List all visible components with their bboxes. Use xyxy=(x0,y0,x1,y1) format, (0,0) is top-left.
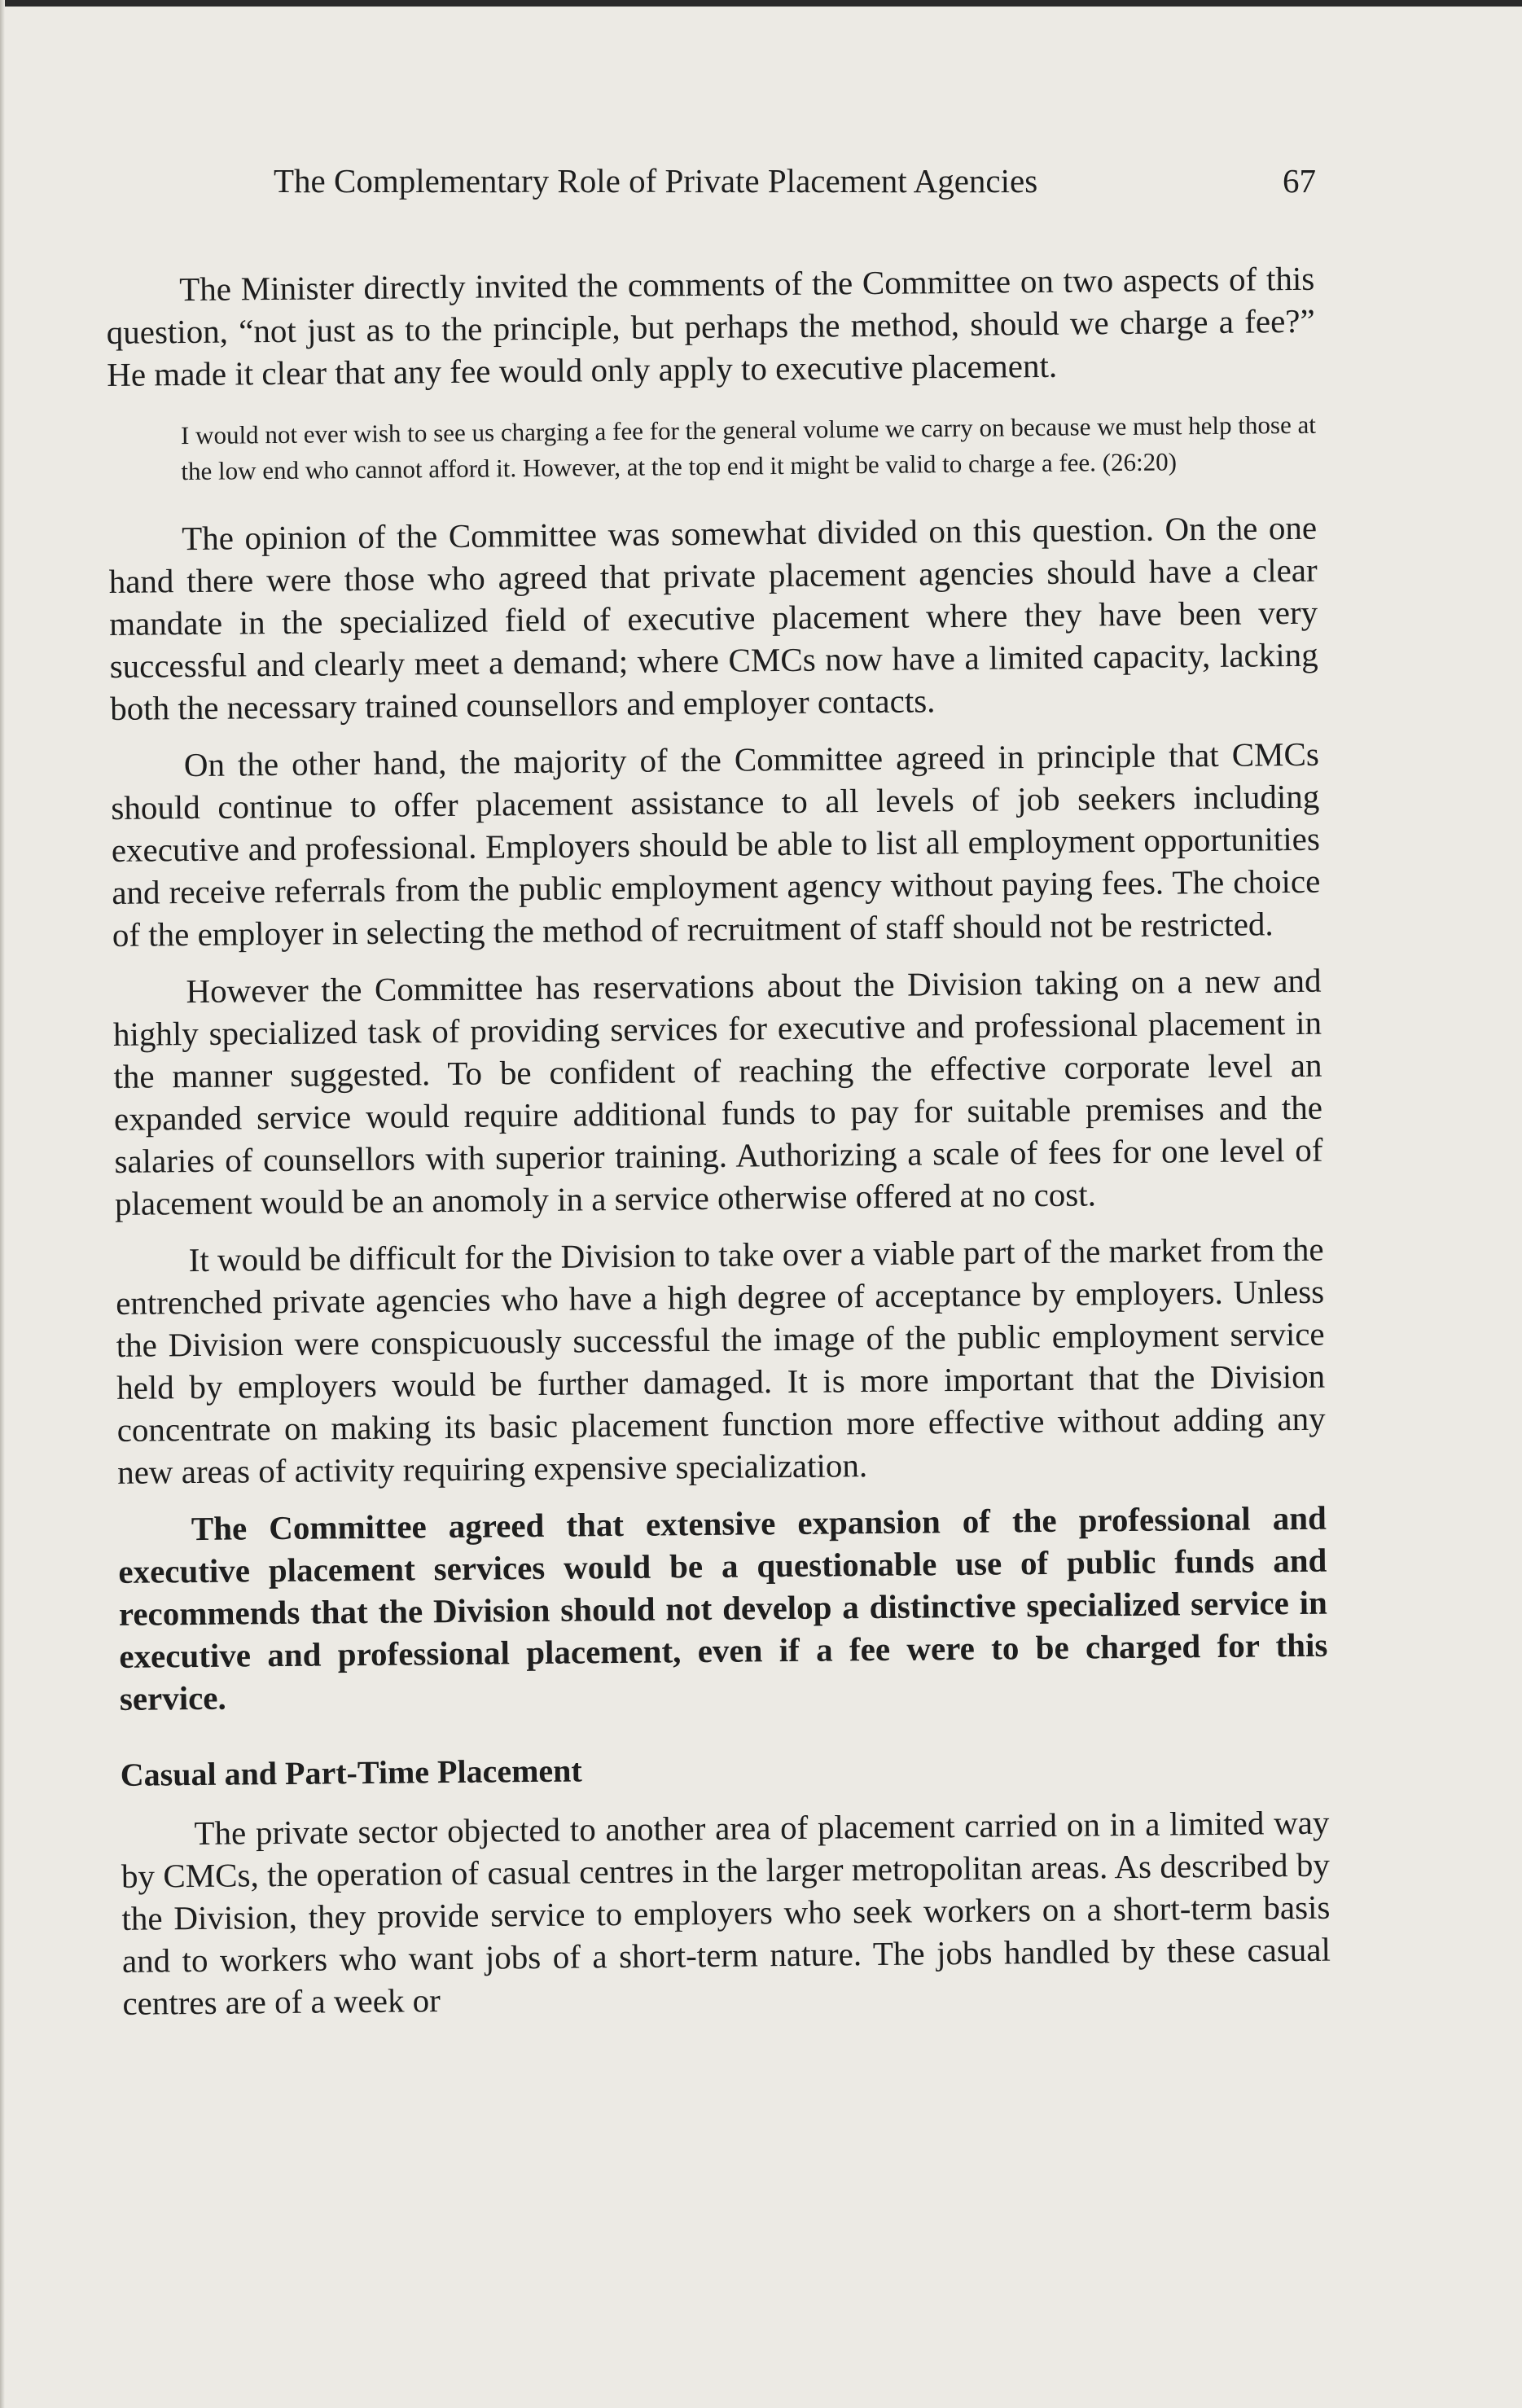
paragraph-market-difficulty: It would be difficult for the Division to take over a viable part of the market from the entrenched private agencies who have a high degree of acceptance by employers. Unless the Division were conspicuously successful the image of the public employment service held by employers would be further damaged. It is more important that the Division concentrate on making its basic placement function more effective without adding any new areas of activity requiring expensive specialization. xyxy=(115,1230,1326,1491)
paragraph-casual-centres: The private sector objected to another area of placement carried on in a limited way by CMCs, the operation of casual centres in the larger metropolitan areas. As described by the Division, they provide service to employers who seek workers on a short-term basis and to workers who want jobs of a short-term nature. The jobs handled by these casual centres are of a week or xyxy=(121,1803,1331,2022)
paragraph-committee-opinion: The opinion of the Committee was somewhat divided on this question. On the one hand there were those who agreed that private placement agencies should have a clear mandate in the specialized field of executive placement where they have been very successful and clearly meet a demand; where CMCs now have a limited capacity, lacking both the necessary trained counsellors and employer contacts. xyxy=(108,508,1318,727)
running-header-title: The Complementary Role of Private Placement Agencies xyxy=(274,162,1038,200)
paragraph-minister-invitation: The Minister directly invited the comments of the Committee on two aspects of this question, “not just as to the principle, but perhaps the method, should we charge a fee?” He made it clear that any fee would only apply to executive placement. xyxy=(106,259,1315,393)
body-text xyxy=(106,257,1331,2024)
section-heading: Casual and Part-Time Placement xyxy=(120,1752,582,1793)
paragraph-reservations: However the Committee has reservations about the Division taking on a new and highly specialized task of providing services for executive and professional placement in the manner suggested. To be confident of reaching the effective corporate level an expanded service would require additional funds to pay for suitable premises and the salaries of counsellors with superior training. Authorizing a scale of fees for one level of placement would be an anomoly in a service otherwise offered at no cost. xyxy=(112,961,1323,1222)
page-number: 67 xyxy=(1283,162,1316,200)
paragraph-majority-view: On the other hand, the majority of the Committee agreed in principle that CMCs should continue to offer placement assistance to all levels of job seekers including executive and professional. Employers should be able to list all employment opportunities and receive referrals from the public employment agency without paying fees. The choice of the employer in selecting the method of recruitment of staff should not be restricted. xyxy=(111,735,1321,954)
recommendation-paragraph: The Committee agreed that extensive expansion of the professional and executive placement services would be a questionable use of public funds and recommends that the Division should not develop a distinctive specialized service in executive and professional placement, even if a fee were to be charged for this service. xyxy=(118,1498,1328,1717)
block-quote: I would not ever wish to see us charging a fee for the general volume we carry on because we must help those at the low end who cannot afford it. However, at the top end it might be valid to charge a fee. (26:20) xyxy=(180,410,1317,486)
